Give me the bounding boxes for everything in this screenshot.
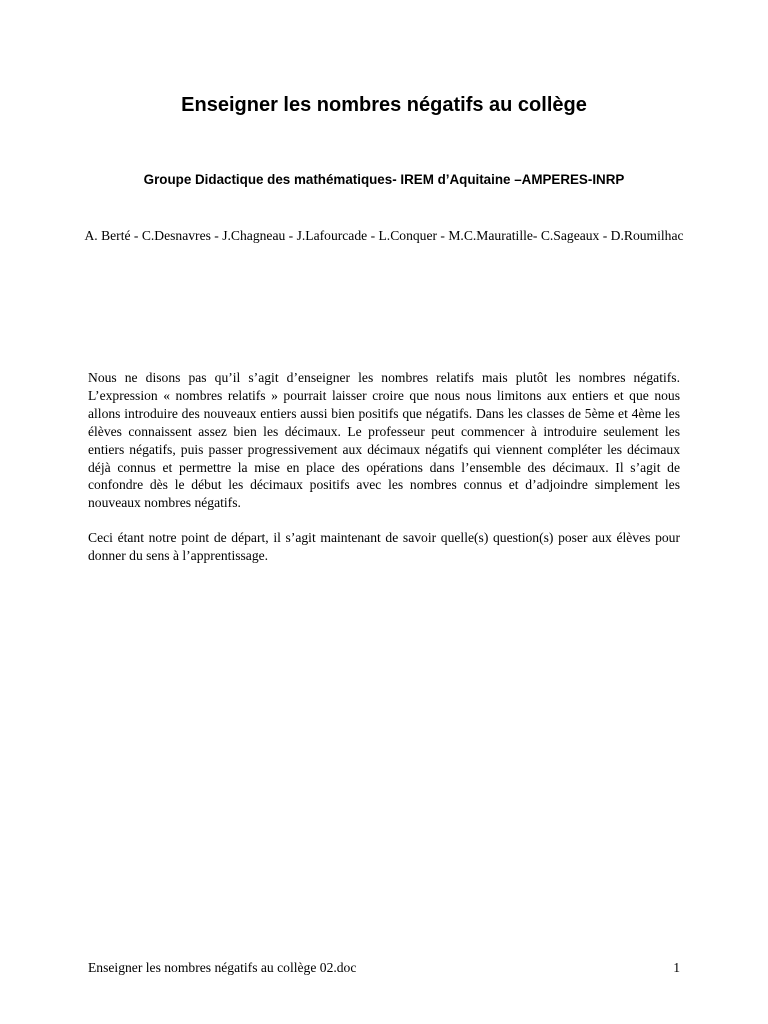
body-paragraph-2: Ceci étant notre point de départ, il s’agit maintenant de savoir quelle(s) question(s) poser aux élèves pour donner du sens à l’apprentissage. <box>88 530 680 563</box>
document-title: Enseigner les nombres négatifs au collège <box>181 94 587 116</box>
footer-filename: Enseigner les nombres négatifs au collège 02.doc <box>88 960 357 975</box>
author-list: A. Berté - C.Desnavres - J.Chagneau - J.Lafourcade - L.Conquer - M.C.Mauratille- C.Sageaux - D.Roumilhac <box>84 228 684 243</box>
footer-page-number: 1 <box>673 960 680 975</box>
document-subtitle: Groupe Didactique des mathématiques- IREM d’Aquitaine –AMPERES-INRP <box>143 172 625 187</box>
body-paragraph-1: Nous ne disons pas qu’il s’agit d’enseigner les nombres relatifs mais plutôt les nombres négatifs. L’expression « nombres relatifs » pourrait laisser croire que nous nous limitons aux entiers et que nous allons introduire des nouveaux entiers aussi bien positifs que négatifs. Dans les classes de 5ème et 4ème les élèves connaissent assez bien les décimaux. Le professeur peut commencer à introduire seulement les entiers négatifs, puis passer progressivement aux décimaux négatifs qui viennent compléter les décimaux déjà connus et permettre la mise en place des opérations dans l’ensemble des décimaux. Il s’agit de confondre dès le début les décimaux positifs avec les nombres connus et d’adjoindre simplement les nouveaux nombres négatifs. <box>88 370 680 511</box>
